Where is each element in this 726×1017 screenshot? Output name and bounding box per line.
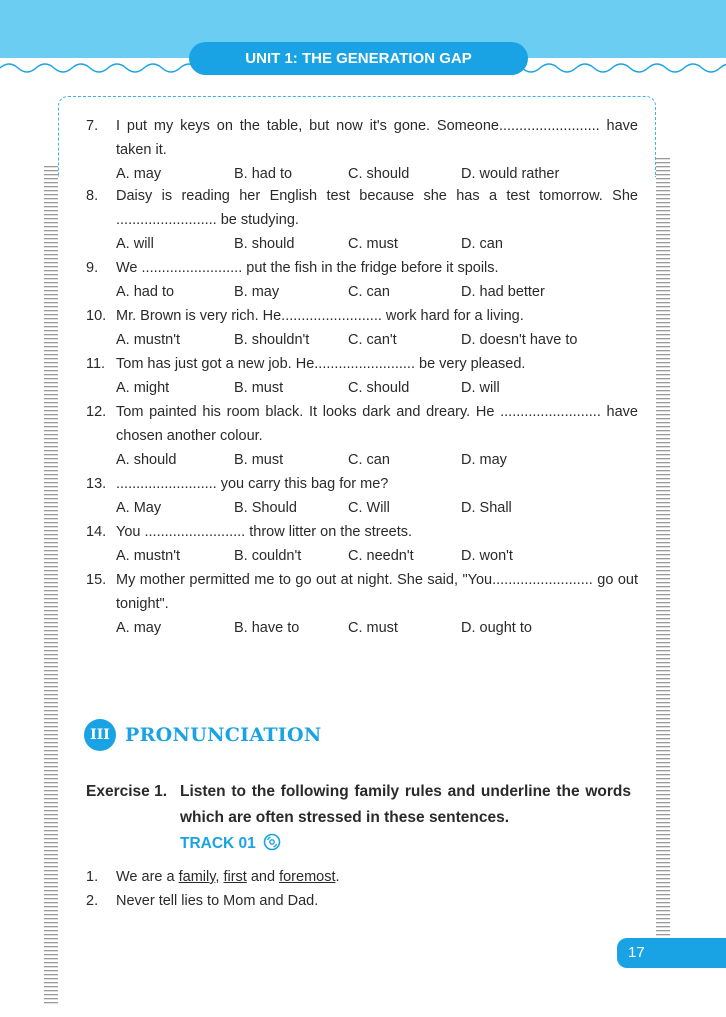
rule-number: 1. <box>86 869 99 885</box>
question-number: 8. <box>86 188 99 204</box>
question-stem: Daisy is reading her English test because she has a test tomorrow. She ......................... be studying. <box>116 188 638 228</box>
audio-cd-icon[interactable] <box>263 833 281 851</box>
exercise-text: Listen to the following family rules and underline the words which are often stressed in these sentences. <box>180 783 631 826</box>
stressed-word: family <box>178 869 216 885</box>
option-b: B. couldn't <box>234 548 302 564</box>
right-edge-decoration <box>656 158 670 940</box>
question-number: 14. <box>86 524 107 540</box>
question-10 <box>86 304 638 352</box>
question-stem: We ......................... put the fish in the fridge before it spoils. <box>116 260 499 276</box>
option-d: D. won't <box>461 548 513 564</box>
option-c: C. must <box>348 236 398 252</box>
question-number: 11. <box>86 356 106 372</box>
question-15 <box>86 568 638 640</box>
option-d: D. doesn't have to <box>461 332 578 348</box>
question-stem: Tom has just got a new job. He......................... be very pleased. <box>116 356 526 372</box>
question-stem: ......................... you carry this bag for me? <box>116 476 389 492</box>
question-stem: My mother permitted me to go out at night. She said, "You......................... go out tonight". <box>116 572 638 612</box>
option-c: C. should <box>348 166 410 182</box>
question-number: 13. <box>86 476 107 492</box>
section-title: PRONUNCIATION <box>125 724 322 746</box>
option-d: D. Shall <box>461 500 512 516</box>
answer-options <box>116 328 638 352</box>
section-heading <box>84 719 322 751</box>
question-number: 7. <box>86 118 99 134</box>
question-number: 15. <box>86 572 107 588</box>
option-d: D. can <box>461 236 503 252</box>
question-8 <box>86 184 638 256</box>
option-a: A. might <box>116 380 170 396</box>
option-b: B. must <box>234 452 284 468</box>
option-b: B. Should <box>234 500 297 516</box>
family-rule-2 <box>86 889 318 913</box>
left-edge-decoration <box>44 166 58 1006</box>
option-b: B. have to <box>234 620 300 636</box>
question-number: 10. <box>86 308 107 324</box>
option-b: B. shouldn't <box>234 332 310 348</box>
option-d: D. had better <box>461 284 545 300</box>
option-b: B. should <box>234 236 295 252</box>
option-a: A. May <box>116 500 162 516</box>
stressed-word: foremost <box>279 869 336 885</box>
option-a: A. may <box>116 620 162 636</box>
rule-text: and <box>246 869 280 885</box>
option-a: A. had to <box>116 284 175 300</box>
rule-text: , <box>215 869 224 885</box>
option-c: C. can't <box>348 332 397 348</box>
answer-options <box>116 232 638 256</box>
option-c: C. needn't <box>348 548 414 564</box>
rule-text: . <box>335 869 340 885</box>
answer-options <box>116 280 638 304</box>
family-rule-1 <box>86 865 340 889</box>
answer-options <box>116 496 638 520</box>
question-number: 12. <box>86 404 107 420</box>
option-c: C. can <box>348 284 390 300</box>
answer-options <box>116 162 638 186</box>
question-stem: Mr. Brown is very rich. He......................... work hard for a living. <box>116 308 524 324</box>
option-a: A. mustn't <box>116 548 181 564</box>
option-a: A. mustn't <box>116 332 181 348</box>
rule-text: Never tell lies to Mom and Dad. <box>116 893 319 909</box>
option-c: C. must <box>348 620 398 636</box>
option-d: D. may <box>461 452 507 468</box>
option-b: B. may <box>234 284 280 300</box>
question-11 <box>86 352 638 400</box>
answer-options <box>116 616 638 640</box>
option-b: B. had to <box>234 166 293 182</box>
rule-text: We are a <box>116 869 179 885</box>
option-a: A. should <box>116 452 177 468</box>
question-number: 9. <box>86 260 99 276</box>
option-b: B. must <box>234 380 284 396</box>
option-d: D. ought to <box>461 620 532 636</box>
answer-options <box>116 448 638 472</box>
option-d: D. would rather <box>461 166 560 182</box>
question-stem: You ......................... throw litter on the streets. <box>116 524 413 540</box>
answer-options <box>116 544 638 568</box>
unit-title: UNIT 1: THE GENERATION GAP <box>189 42 528 75</box>
question-9 <box>86 256 638 304</box>
question-stem: Tom painted his room black. It looks dark and dreary. He ......................... have chosen another colour. <box>116 404 638 444</box>
question-13 <box>86 472 638 520</box>
stressed-word: first <box>223 869 247 885</box>
option-a: A. may <box>116 166 162 182</box>
question-12 <box>86 400 638 472</box>
answer-options <box>116 376 638 400</box>
question-stem: I put my keys on the table, but now it's gone. Someone......................... have taken it. <box>116 118 638 158</box>
track-label: TRACK 01 <box>180 835 256 852</box>
option-d: D. will <box>461 380 500 396</box>
exercise-label: Exercise 1. <box>86 783 168 800</box>
option-c: C. Will <box>348 500 390 516</box>
page-number: 17 <box>617 938 726 968</box>
question-7 <box>86 114 638 186</box>
option-c: C. can <box>348 452 390 468</box>
rule-number: 2. <box>86 893 99 909</box>
question-14 <box>86 520 638 568</box>
exercise-instruction <box>86 779 631 857</box>
section-number-badge: III <box>84 719 116 751</box>
option-c: C. should <box>348 380 410 396</box>
option-a: A. will <box>116 236 154 252</box>
